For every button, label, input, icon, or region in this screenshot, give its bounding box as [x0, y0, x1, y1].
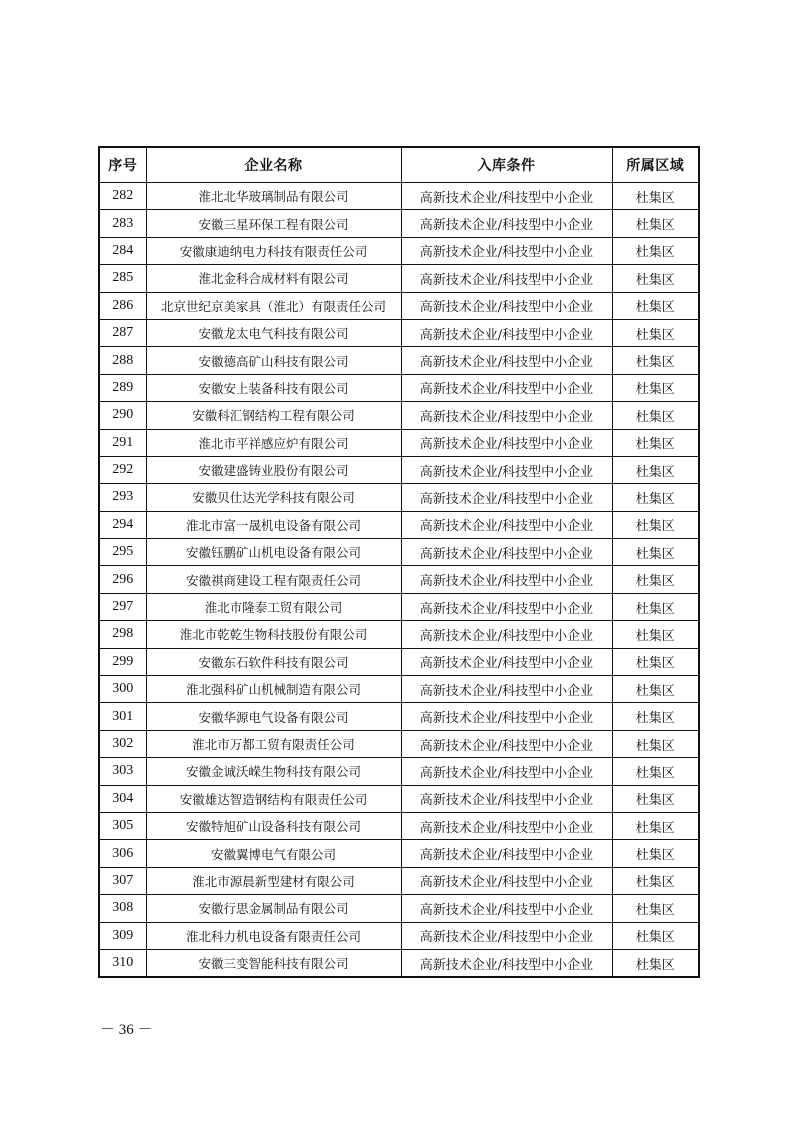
entry-condition-cell: 高新技术企业/科技型中小企业 [401, 758, 612, 785]
district-cell: 杜集区 [612, 429, 699, 456]
company-name-cell: 淮北金科合成材料有限公司 [146, 265, 401, 292]
table-row [99, 374, 699, 401]
header-district: 所属区域 [612, 147, 699, 183]
company-name-cell: 淮北强科矿山机械制造有限公司 [146, 676, 401, 703]
table-row [99, 402, 699, 429]
serial-number-cell: 301 [99, 703, 146, 730]
serial-number-cell: 303 [99, 758, 146, 785]
district-cell: 杜集区 [612, 511, 699, 538]
company-name-cell: 安徽三星环保工程有限公司 [146, 210, 401, 237]
entry-condition-cell: 高新技术企业/科技型中小企业 [401, 402, 612, 429]
district-cell: 杜集区 [612, 593, 699, 620]
entry-condition-cell: 高新技术企业/科技型中小企业 [401, 183, 612, 210]
serial-number-cell: 296 [99, 566, 146, 593]
table-row [99, 347, 699, 374]
district-cell: 杜集区 [612, 210, 699, 237]
serial-number-cell: 307 [99, 867, 146, 894]
district-cell: 杜集区 [612, 402, 699, 429]
entry-condition-cell: 高新技术企业/科技型中小企业 [401, 347, 612, 374]
table-header [99, 147, 699, 183]
serial-number-cell: 283 [99, 210, 146, 237]
serial-number-cell: 304 [99, 785, 146, 812]
company-name-cell: 淮北市富一晟机电设备有限公司 [146, 511, 401, 538]
district-cell: 杜集区 [612, 183, 699, 210]
district-cell: 杜集区 [612, 539, 699, 566]
district-cell: 杜集区 [612, 566, 699, 593]
entry-condition-cell: 高新技术企业/科技型中小企业 [401, 922, 612, 949]
table-row [99, 593, 699, 620]
entry-condition-cell: 高新技术企业/科技型中小企业 [401, 840, 612, 867]
header-row [99, 147, 699, 183]
table-row [99, 539, 699, 566]
table-row [99, 237, 699, 264]
table-row [99, 621, 699, 648]
district-cell: 杜集区 [612, 949, 699, 977]
entry-condition-cell: 高新技术企业/科技型中小企业 [401, 484, 612, 511]
table-row [99, 319, 699, 346]
district-cell: 杜集区 [612, 785, 699, 812]
district-cell: 杜集区 [612, 374, 699, 401]
district-cell: 杜集区 [612, 456, 699, 483]
table-body [99, 183, 699, 978]
district-cell: 杜集区 [612, 621, 699, 648]
company-name-cell: 安徽科汇钢结构工程有限公司 [146, 402, 401, 429]
district-cell: 杜集区 [612, 237, 699, 264]
district-cell: 杜集区 [612, 676, 699, 703]
serial-number-cell: 305 [99, 812, 146, 839]
company-name-cell: 淮北市乾乾生物科技股份有限公司 [146, 621, 401, 648]
table-row [99, 566, 699, 593]
company-name-cell: 安徽三变智能科技有限公司 [146, 949, 401, 977]
company-name-cell: 安徽钰鹏矿山机电设备有限公司 [146, 539, 401, 566]
company-name-cell: 安徽东石软件科技有限公司 [146, 648, 401, 675]
district-cell: 杜集区 [612, 648, 699, 675]
table-row [99, 183, 699, 210]
company-name-cell: 安徽翼博电气有限公司 [146, 840, 401, 867]
serial-number-cell: 302 [99, 730, 146, 757]
entry-condition-cell: 高新技术企业/科技型中小企业 [401, 511, 612, 538]
serial-number-cell: 285 [99, 265, 146, 292]
enterprise-table [98, 146, 700, 978]
company-name-cell: 安徽贝仕达光学科技有限公司 [146, 484, 401, 511]
company-name-cell: 安徽德高矿山科技有限公司 [146, 347, 401, 374]
serial-number-cell: 298 [99, 621, 146, 648]
entry-condition-cell: 高新技术企业/科技型中小企业 [401, 319, 612, 346]
serial-number-cell: 300 [99, 676, 146, 703]
entry-condition-cell: 高新技术企业/科技型中小企业 [401, 703, 612, 730]
serial-number-cell: 292 [99, 456, 146, 483]
serial-number-cell: 299 [99, 648, 146, 675]
table-row [99, 949, 699, 977]
page-number: － 36 － [100, 1022, 153, 1038]
table-row [99, 922, 699, 949]
serial-number-cell: 284 [99, 237, 146, 264]
company-name-cell: 安徽建盛铸业股份有限公司 [146, 456, 401, 483]
company-name-cell: 安徽雄达智造钢结构有限责任公司 [146, 785, 401, 812]
entry-condition-cell: 高新技术企业/科技型中小企业 [401, 785, 612, 812]
serial-number-cell: 306 [99, 840, 146, 867]
serial-number-cell: 291 [99, 429, 146, 456]
company-name-cell: 淮北科力机电设备有限责任公司 [146, 922, 401, 949]
entry-condition-cell: 高新技术企业/科技型中小企业 [401, 237, 612, 264]
header-serial-number: 序号 [99, 147, 146, 183]
company-name-cell: 安徽金诚沃嵘生物科技有限公司 [146, 758, 401, 785]
serial-number-cell: 308 [99, 895, 146, 922]
serial-number-cell: 287 [99, 319, 146, 346]
company-name-cell: 淮北市源晨新型建材有限公司 [146, 867, 401, 894]
entry-condition-cell: 高新技术企业/科技型中小企业 [401, 949, 612, 977]
table-row [99, 785, 699, 812]
serial-number-cell: 288 [99, 347, 146, 374]
entry-condition-cell: 高新技术企业/科技型中小企业 [401, 621, 612, 648]
table-row [99, 456, 699, 483]
company-name-cell: 淮北市隆泰工贸有限公司 [146, 593, 401, 620]
district-cell: 杜集区 [612, 895, 699, 922]
serial-number-cell: 293 [99, 484, 146, 511]
entry-condition-cell: 高新技术企业/科技型中小企业 [401, 374, 612, 401]
district-cell: 杜集区 [612, 812, 699, 839]
district-cell: 杜集区 [612, 758, 699, 785]
entry-condition-cell: 高新技术企业/科技型中小企业 [401, 730, 612, 757]
entry-condition-cell: 高新技术企业/科技型中小企业 [401, 812, 612, 839]
company-name-cell: 淮北市平祥感应炉有限公司 [146, 429, 401, 456]
table-row [99, 703, 699, 730]
table-row [99, 840, 699, 867]
table-row [99, 292, 699, 319]
district-cell: 杜集区 [612, 484, 699, 511]
company-name-cell: 安徽祺商建设工程有限责任公司 [146, 566, 401, 593]
entry-condition-cell: 高新技术企业/科技型中小企业 [401, 539, 612, 566]
table-row [99, 429, 699, 456]
entry-condition-cell: 高新技术企业/科技型中小企业 [401, 566, 612, 593]
company-name-cell: 淮北市万都工贸有限责任公司 [146, 730, 401, 757]
company-name-cell: 安徽行思金属制品有限公司 [146, 895, 401, 922]
table-row [99, 758, 699, 785]
table-row [99, 812, 699, 839]
serial-number-cell: 289 [99, 374, 146, 401]
entry-condition-cell: 高新技术企业/科技型中小企业 [401, 676, 612, 703]
district-cell: 杜集区 [612, 840, 699, 867]
header-company-name: 企业名称 [146, 147, 401, 183]
district-cell: 杜集区 [612, 922, 699, 949]
district-cell: 杜集区 [612, 703, 699, 730]
serial-number-cell: 309 [99, 922, 146, 949]
table-row [99, 730, 699, 757]
district-cell: 杜集区 [612, 347, 699, 374]
district-cell: 杜集区 [612, 319, 699, 346]
serial-number-cell: 282 [99, 183, 146, 210]
serial-number-cell: 294 [99, 511, 146, 538]
company-name-cell: 安徽龙太电气科技有限公司 [146, 319, 401, 346]
district-cell: 杜集区 [612, 292, 699, 319]
district-cell: 杜集区 [612, 265, 699, 292]
company-name-cell: 安徽特旭矿山设备科技有限公司 [146, 812, 401, 839]
company-name-cell: 安徽华源电气设备有限公司 [146, 703, 401, 730]
district-cell: 杜集区 [612, 867, 699, 894]
entry-condition-cell: 高新技术企业/科技型中小企业 [401, 895, 612, 922]
table-row [99, 676, 699, 703]
table-row [99, 648, 699, 675]
table-row [99, 867, 699, 894]
entry-condition-cell: 高新技术企业/科技型中小企业 [401, 456, 612, 483]
serial-number-cell: 297 [99, 593, 146, 620]
entry-condition-cell: 高新技术企业/科技型中小企业 [401, 265, 612, 292]
company-name-cell: 安徽康迪纳电力科技有限责任公司 [146, 237, 401, 264]
serial-number-cell: 290 [99, 402, 146, 429]
header-entry-condition: 入库条件 [401, 147, 612, 183]
serial-number-cell: 295 [99, 539, 146, 566]
entry-condition-cell: 高新技术企业/科技型中小企业 [401, 210, 612, 237]
entry-condition-cell: 高新技术企业/科技型中小企业 [401, 867, 612, 894]
table-row [99, 484, 699, 511]
entry-condition-cell: 高新技术企业/科技型中小企业 [401, 593, 612, 620]
table-row [99, 210, 699, 237]
table-row [99, 511, 699, 538]
district-cell: 杜集区 [612, 730, 699, 757]
entry-condition-cell: 高新技术企业/科技型中小企业 [401, 429, 612, 456]
company-name-cell: 北京世纪京美家具（淮北）有限责任公司 [146, 292, 401, 319]
table-row [99, 895, 699, 922]
serial-number-cell: 286 [99, 292, 146, 319]
company-name-cell: 安徽安上装备科技有限公司 [146, 374, 401, 401]
entry-condition-cell: 高新技术企业/科技型中小企业 [401, 292, 612, 319]
table-row [99, 265, 699, 292]
company-name-cell: 淮北北华玻璃制品有限公司 [146, 183, 401, 210]
entry-condition-cell: 高新技术企业/科技型中小企业 [401, 648, 612, 675]
serial-number-cell: 310 [99, 949, 146, 977]
